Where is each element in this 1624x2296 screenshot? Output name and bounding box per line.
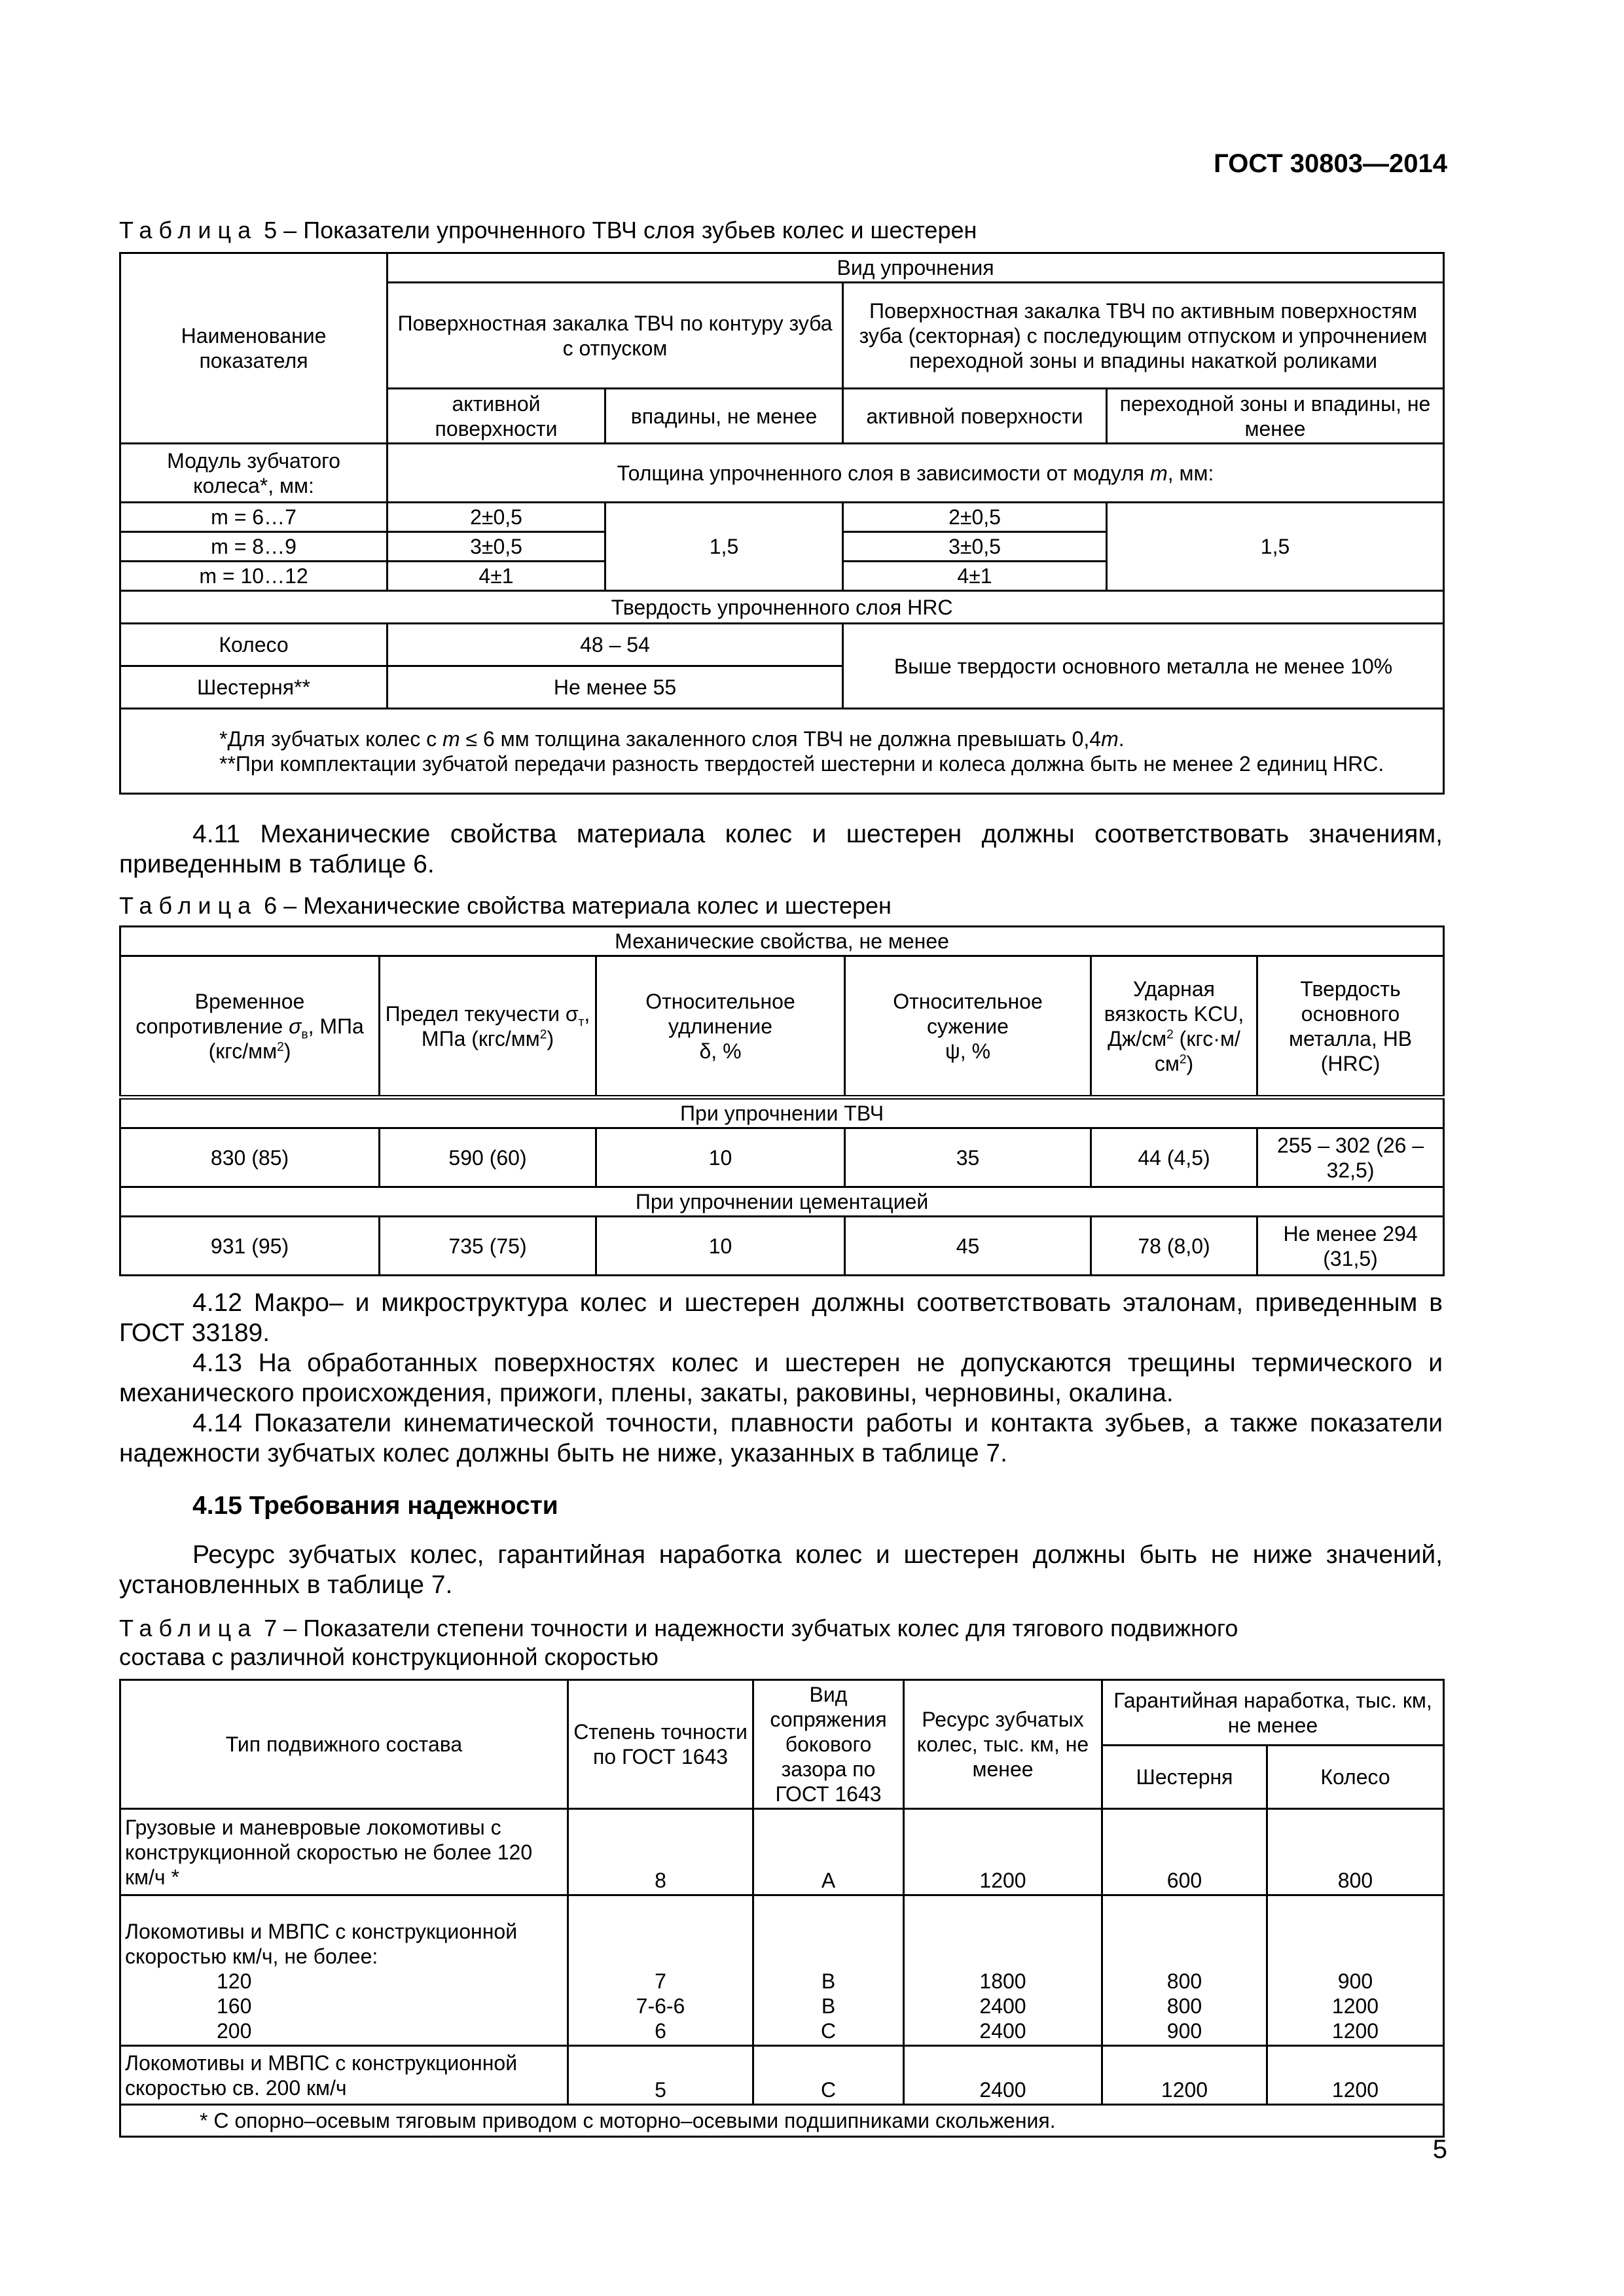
t7-cell: 900 1200 1200 — [1267, 1895, 1444, 2046]
t6-cell: Не менее 294 (31,5) — [1257, 1217, 1444, 1276]
t5-cell: 3±0,5 — [843, 532, 1107, 562]
t6-section-tvch: При упрочнении ТВЧ — [120, 1098, 1444, 1128]
t5-header-vpadiny: впадины, не менее — [605, 389, 843, 444]
t7-cell: 1200 — [904, 1809, 1102, 1895]
t7-cell: С — [753, 2046, 904, 2105]
t5-cell: 4±1 — [843, 562, 1107, 591]
t6-header-main: Механические свойства, не менее — [120, 927, 1444, 956]
t7-cell: 800 — [1267, 1809, 1444, 1895]
t6-cell: 44 (4,5) — [1091, 1128, 1257, 1187]
t6-cell: 735 (75) — [380, 1217, 596, 1276]
t5-thickness-title: Толщина упрочненного слоя в зависимости от модуля m, мм: — [388, 444, 1444, 503]
t7-cell: 1200 — [1267, 2046, 1444, 2105]
t5-note2: **При комплектации зубчатой передачи разность твердостей шестерни и колеса должна быть не менее 2 единиц HRC. — [219, 751, 1384, 776]
t6-cell: 10 — [596, 1217, 845, 1276]
t7-cell: 600 — [1102, 1809, 1267, 1895]
t7-cell: 1800 2400 2400 — [904, 1895, 1102, 2046]
t5-perehod-value: 1,5 — [1107, 503, 1444, 591]
t5-cell: 2±0,5 — [388, 503, 605, 532]
t5-koleso: Колесо — [120, 624, 388, 666]
t7-cell: 800 800 900 — [1102, 1895, 1267, 2046]
t7-cell: 5 — [568, 2046, 753, 2105]
t7-header-resource: Ресурс зубчатых колес, тыс. км, не менее — [904, 1680, 1102, 1809]
t5-m-row: m = 10…12 — [120, 562, 388, 591]
t7-cell: 2400 — [904, 2046, 1102, 2105]
t5-hardness-right: Выше твердости основного металла не менее 10% — [843, 624, 1444, 709]
t5-cell: 4±1 — [388, 562, 605, 591]
t7-header-type: Тип подвижного состава — [120, 1680, 568, 1809]
t5-header-active1: активной поверхности — [388, 389, 605, 444]
t7-cell: 7 7-6-6 6 — [568, 1895, 753, 2046]
paragraph-4-13: 4.13 На обработанных поверхностях колес и шестерен не допускаются трещины термического и механического происхождения, прижоги, плены, закаты, раковины, черновины, окалина. — [119, 1349, 1443, 1407]
page-number: 5 — [1432, 2135, 1447, 2164]
t5-header-method2: Поверхностная закалка ТВЧ по активным поверхностям зуба (секторная) с последующим отпуском и упрочнением переходной зоны и впадины накаткой роликами — [843, 283, 1444, 389]
paragraph-4-14: 4.14 Показатели кинематической точности, плавности работы и контакта зубьев, а также показатели надежности зубчатых колес должны быть не ниже, указанных в таблице 7. — [119, 1409, 1443, 1467]
t6-cell: 255 – 302 (26 – 32,5) — [1257, 1128, 1444, 1187]
t5-m-row: m = 6…7 — [120, 503, 388, 532]
t5-header-perehod: переходной зоны и впадины, не менее — [1107, 389, 1444, 444]
t5-koleso-value: 48 – 54 — [388, 624, 843, 666]
t6-header-6: Твердость основного металла, HB (HRC) — [1257, 956, 1444, 1098]
t6-header-2: Предел текучести $\sigma_т$, МПа $(кгс/мм^2)$ — [380, 956, 596, 1098]
t7-row-hs-type: Локомотивы и МВПС с конструкционной скоростью св. 200 км/ч — [120, 2046, 568, 2105]
t5-cell: 3±0,5 — [388, 532, 605, 562]
t5-m-row: m = 8…9 — [120, 532, 388, 562]
t6-cell: 45 — [845, 1217, 1091, 1276]
t6-header-5: Ударная вязкость KCU, $Дж/см^2$ $(кгс\cdot м/см^2)$ — [1091, 956, 1257, 1098]
t5-note1: *Для зубчатых колес с m ≤ 6 мм толщина закаленного слоя ТВЧ не должна превышать 0,4m. — [219, 726, 1125, 751]
table5 — [119, 252, 1445, 795]
t5-notes — [120, 709, 1444, 794]
t5-header-vid: Вид упрочнения — [388, 253, 1444, 283]
t7-header-wheel: Колесо — [1267, 1746, 1444, 1809]
paragraph-4-15: Ресурс зубчатых колес, гарантийная наработка колес и шестерен должны быть не ниже значений, установленных в таблице 7. — [119, 1541, 1443, 1599]
t7-note: * С опорно–осевым тяговым приводом с моторно–осевыми подшипниками скольжения. — [120, 2105, 1444, 2137]
t5-shesternya-value: Не менее 55 — [388, 666, 843, 709]
t6-section-cement: При упрочнении цементацией — [120, 1187, 1444, 1217]
t5-header-name: Наименование показателя — [120, 253, 388, 444]
t6-header-3: Относительное удлинение δ, % — [596, 956, 845, 1098]
t6-cell: 830 (85) — [120, 1128, 380, 1187]
t6-cell: 10 — [596, 1128, 845, 1187]
table7-caption: Таблица 7 – Показатели степени точности и надежности зубчатых колес для тягового подвижного состава с различной конструкционной скоростью — [119, 1615, 1238, 1670]
t5-hardness-title: Твердость упрочненного слоя HRC — [120, 591, 1444, 624]
t7-header-warranty: Гарантийная наработка, тыс. км, не менее — [1102, 1680, 1444, 1746]
section-title-4-15: 4.15 Требования надежности — [192, 1492, 558, 1520]
t6-header-4: Относительное сужение ψ, % — [845, 956, 1091, 1098]
t5-shesternya: Шестерня** — [120, 666, 388, 709]
t5-modul-label: Модуль зубчатого колеса*, мм: — [120, 444, 388, 503]
t7-row-loco-type: Локомотивы и МВПС с конструкционной скоростью км/ч, не более: 120 160 200 — [120, 1895, 568, 2046]
table6 — [119, 925, 1445, 1276]
t6-header-1: Временное сопротивление $\sigma_в$, МПа $(кгс/мм^2)$ — [120, 956, 380, 1098]
table5-caption: Таблица 5 – Показатели упрочненного ТВЧ слоя зубьев колес и шестерен — [119, 217, 977, 243]
t6-cell: 931 (95) — [120, 1217, 380, 1276]
t5-vpadiny-value: 1,5 — [605, 503, 843, 591]
t6-cell: 78 (8,0) — [1091, 1217, 1257, 1276]
t6-cell: 35 — [845, 1128, 1091, 1187]
t7-row-freight-type: Грузовые и маневровые локомотивы с конструкционной скоростью не более 120 км/ч * — [120, 1809, 568, 1895]
t7-cell: 1200 — [1102, 2046, 1267, 2105]
t5-cell: 2±0,5 — [843, 503, 1107, 532]
t5-header-method1: Поверхностная закалка ТВЧ по контуру зуба с отпуском — [388, 283, 843, 389]
table6-caption: Таблица 6 – Механические свойства материала колес и шестерен — [119, 892, 892, 919]
paragraph-4-11: 4.11 Механические свойства материала колес и шестерен должны соответствовать значениям, приведенным в таблице 6. — [119, 820, 1443, 878]
table7 — [119, 1679, 1445, 2138]
t7-cell: А — [753, 1809, 904, 1895]
document-header: ГОСТ 30803—2014 — [1214, 149, 1447, 178]
t7-header-pinion: Шестерня — [1102, 1746, 1267, 1809]
t7-header-clearance: Вид сопряжения бокового зазора по ГОСТ 1643 — [753, 1680, 904, 1809]
t7-cell: В В С — [753, 1895, 904, 2046]
t7-header-precision: Степень точности по ГОСТ 1643 — [568, 1680, 753, 1809]
paragraph-4-12: 4.12 Макро– и микроструктура колес и шестерен должны соответствовать эталонам, приведенным в ГОСТ 33189. — [119, 1289, 1443, 1347]
t5-header-active2: активной поверхности — [843, 389, 1107, 444]
t6-cell: 590 (60) — [380, 1128, 596, 1187]
t7-cell: 8 — [568, 1809, 753, 1895]
